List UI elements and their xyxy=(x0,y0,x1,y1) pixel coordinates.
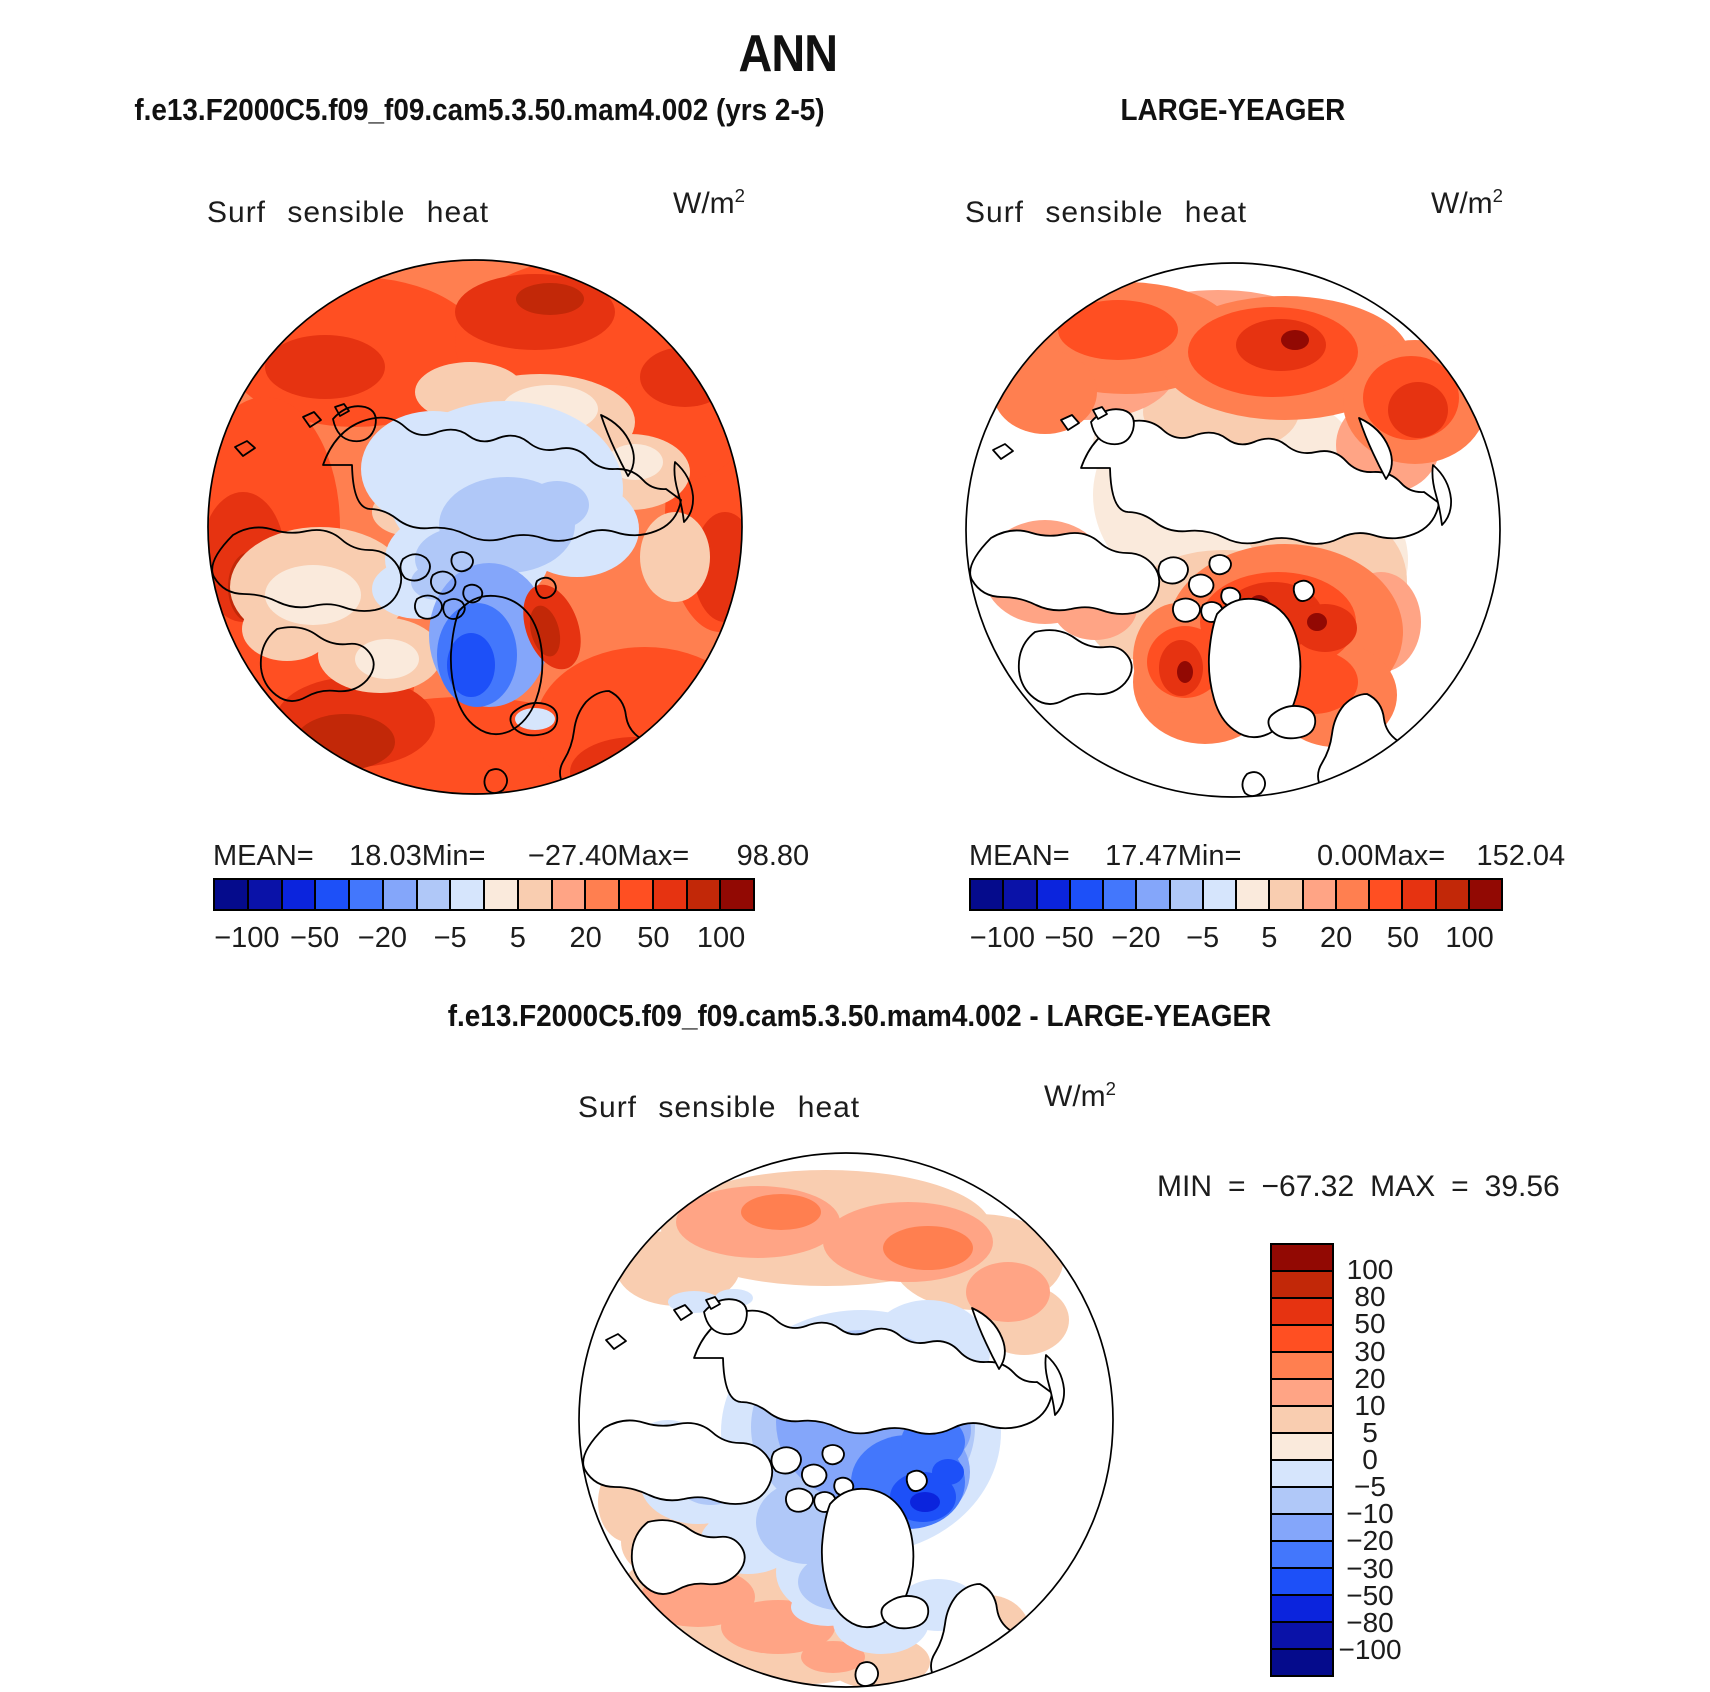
colorbar-cell xyxy=(281,878,317,911)
colorbar-tick-label: 50 xyxy=(1354,1308,1386,1340)
colorbar-tick-label: −20 xyxy=(357,922,407,954)
diff-min-label: MIN xyxy=(1157,1170,1212,1203)
colorbar-tick-label: 100 xyxy=(1445,922,1494,954)
model-map xyxy=(205,257,745,797)
colorbar-tick-label: −30 xyxy=(1346,1552,1394,1584)
colorbar-cell xyxy=(1235,878,1270,911)
colorbar-cell xyxy=(719,878,755,911)
colorbar-cell xyxy=(348,878,384,911)
obs-colorbar-tick-row xyxy=(969,922,1503,958)
diff-title-text: f.e13.F2000C5.f09_f09.cam5.3.50.mam4.002 - LARGE-YEAGER xyxy=(447,998,1272,1033)
diff-map xyxy=(576,1150,1116,1690)
colorbar-tick-label: −50 xyxy=(290,922,340,954)
colorbar-cell xyxy=(618,878,654,911)
model-mean-value: 18.03 xyxy=(349,840,422,872)
colorbar-cell xyxy=(483,878,519,911)
colorbar-cell xyxy=(1368,878,1403,911)
colorbar-tick-label: 100 xyxy=(696,922,746,954)
colorbar-cell xyxy=(314,878,350,911)
colorbar-tick-label: −100 xyxy=(1338,1633,1402,1665)
pole-hole-dot xyxy=(839,1413,853,1427)
obs-min-group xyxy=(1178,840,1374,873)
colorbar-cell xyxy=(969,878,1004,911)
obs-subtitle-text: LARGE-YEAGER xyxy=(1120,92,1346,127)
colorbar-cell xyxy=(1335,878,1370,911)
model-mean-group xyxy=(213,840,422,873)
obs-mean-group xyxy=(969,840,1178,873)
colorbar-tick-label: 30 xyxy=(1354,1335,1386,1367)
diff-max-eq: = xyxy=(1451,1170,1469,1203)
colorbar-cell xyxy=(1202,878,1237,911)
colorbar-tick-label: −100 xyxy=(214,922,280,954)
colorbar-cell xyxy=(247,878,283,911)
colorbar-cell xyxy=(652,878,688,911)
obs-max-value: 152.04 xyxy=(1476,840,1566,872)
colorbar-tick-label: 20 xyxy=(1319,922,1353,954)
obs-max-group xyxy=(1373,840,1565,873)
colorbar-tick-label: −10 xyxy=(1346,1498,1394,1530)
obs-units-exponent: 2 xyxy=(1492,185,1503,206)
colorbar-cell xyxy=(1069,878,1104,911)
colorbar-tick-label: 80 xyxy=(1354,1281,1386,1313)
colorbar-tick-label: −50 xyxy=(1044,922,1094,954)
diff-colorbar-tick-column xyxy=(1270,1243,1480,1677)
colorbar-tick-label: 5 xyxy=(1261,922,1278,954)
colorbar-tick-label: −100 xyxy=(969,922,1036,954)
colorbar-cell xyxy=(1135,878,1170,911)
colorbar-tick-label: 5 xyxy=(1362,1416,1378,1448)
colorbar-cell xyxy=(1036,878,1071,911)
diff-units-exponent: 2 xyxy=(1105,1078,1116,1099)
model-max-group xyxy=(617,840,809,873)
obs-field-label: Surf sensible heat xyxy=(965,196,1248,229)
obs-colorbar xyxy=(969,878,1503,911)
colorbar-cell xyxy=(1468,878,1503,911)
colorbar-tick-label: −20 xyxy=(1111,922,1161,954)
colorbar-cell xyxy=(213,878,249,911)
model-subtitle-text: f.e13.F2000C5.f09_f09.cam5.3.50.mam4.002 (yrs 2-5) xyxy=(134,92,825,127)
colorbar-cell xyxy=(416,878,452,911)
colorbar-cell xyxy=(1268,878,1303,911)
colorbar-cell xyxy=(1169,878,1204,911)
diff-max-label: MAX xyxy=(1370,1170,1436,1203)
diff-minimum-spot xyxy=(910,1492,940,1512)
colorbar-tick-label: 5 xyxy=(509,922,526,954)
model-min-label: Min= xyxy=(421,840,486,872)
colorbar-cell xyxy=(551,878,587,911)
colorbar-cell xyxy=(584,878,620,911)
diff-minmax-line xyxy=(1157,1170,1560,1204)
pole-hole-dot xyxy=(1226,523,1240,537)
model-max-value: 98.80 xyxy=(736,840,810,872)
page-title xyxy=(0,24,1576,84)
colorbar-cell xyxy=(382,878,418,911)
colorbar-tick-label: −5 xyxy=(1354,1471,1386,1503)
colorbar-tick-label: 50 xyxy=(1386,922,1420,954)
colorbar-tick-label: 0 xyxy=(1362,1444,1378,1475)
model-subtitle xyxy=(96,92,856,128)
diff-units-label xyxy=(976,1078,1116,1114)
colorbar-tick-label: −20 xyxy=(1346,1525,1394,1557)
colorbar-cell xyxy=(517,878,553,911)
diff-max-value: 39.56 xyxy=(1484,1170,1560,1203)
colorbar-cell xyxy=(686,878,722,911)
diff-min-eq: = xyxy=(1228,1170,1246,1203)
model-stats-line xyxy=(213,840,810,873)
model-colorbar xyxy=(213,878,755,911)
colorbar-tick-label: 10 xyxy=(1354,1389,1386,1421)
page-title-text: ANN xyxy=(738,25,838,83)
colorbar-tick-label: 20 xyxy=(569,922,602,954)
colorbar-tick-label: 50 xyxy=(637,922,670,954)
colorbar-cell xyxy=(1102,878,1137,911)
model-colorbar-tick-row xyxy=(213,922,755,958)
obs-map xyxy=(963,260,1503,800)
diff-title xyxy=(402,998,1290,1034)
obs-stats-line xyxy=(969,840,1566,873)
model-max-label: Max= xyxy=(617,840,690,872)
model-units-exponent: 2 xyxy=(734,185,745,206)
diff-units-base: W/m xyxy=(1044,1080,1106,1113)
colorbar-tick-label: 100 xyxy=(1346,1254,1394,1286)
model-min-value: −27.40 xyxy=(527,840,618,872)
obs-mean-value: 17.47 xyxy=(1105,840,1178,872)
model-units-label xyxy=(605,185,745,221)
obs-min-label: Min= xyxy=(1177,840,1242,872)
colorbar-cell xyxy=(1002,878,1037,911)
model-units-base: W/m xyxy=(673,187,735,220)
obs-subtitle xyxy=(953,92,1513,128)
obs-units-base: W/m xyxy=(1431,187,1493,220)
colorbar-cell xyxy=(1401,878,1436,911)
colorbar-cell xyxy=(1302,878,1337,911)
colorbar-cell xyxy=(449,878,485,911)
obs-units-label xyxy=(1363,185,1503,221)
diff-min-value: −67.32 xyxy=(1261,1170,1355,1203)
obs-max-label: Max= xyxy=(1373,840,1446,872)
diff-field-label: Surf sensible heat xyxy=(578,1091,861,1124)
model-field-label: Surf sensible heat xyxy=(207,196,490,229)
colorbar-cell xyxy=(1435,878,1470,911)
obs-mean-label: MEAN= xyxy=(969,840,1070,872)
colorbar-tick-label: −50 xyxy=(1346,1579,1394,1611)
colorbar-tick-label: −5 xyxy=(1186,922,1220,954)
obs-min-value: 0.00 xyxy=(1316,840,1374,872)
colorbar-tick-label: −80 xyxy=(1346,1606,1394,1638)
model-min-group xyxy=(422,840,618,873)
colorbar-tick-label: 20 xyxy=(1354,1362,1386,1394)
model-mean-label: MEAN= xyxy=(213,840,314,872)
colorbar-tick-label: −5 xyxy=(433,922,467,954)
